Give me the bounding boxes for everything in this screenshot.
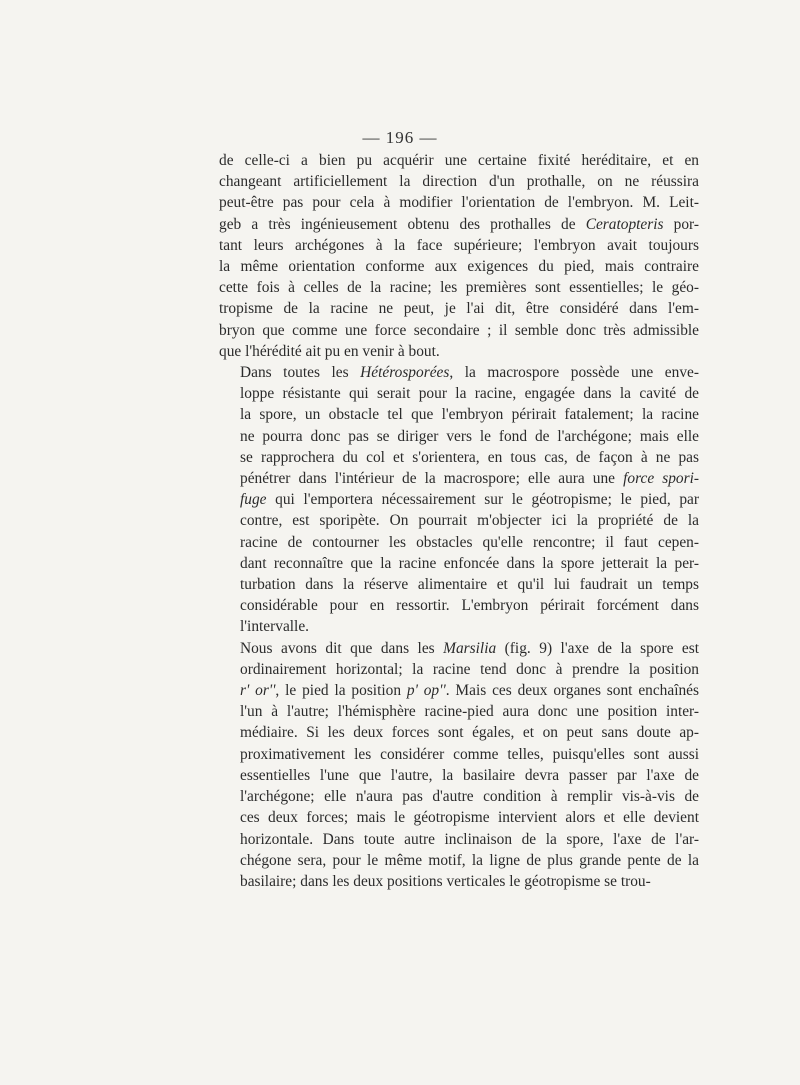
text-line: la même orientation conforme aux exigences du pied, mais contraire xyxy=(219,258,699,276)
text-line: contre, est sporipète. On pourrait m'objecter ici la propriété de la xyxy=(240,512,699,530)
text-line: loppe résistante qui serait pour la racine, engagée dans la cavité de xyxy=(240,385,699,403)
text-line: cette fois à celles de la racine; les premières sont essentielles; le géo- xyxy=(219,279,699,297)
text-line: se rapprochera du col et s'orientera, en tous cas, de façon à ne pas xyxy=(240,448,699,466)
text-line: proximativement les considérer comme telles, puisqu'elles sont aussi xyxy=(240,745,699,763)
text-line: l'un à l'autre; l'hémisphère racine-pied aura donc une position inter- xyxy=(240,703,699,721)
text-line: de celle-ci a bien pu acquérir une certaine fixité heréditaire, et en xyxy=(219,152,699,169)
paragraph-1 xyxy=(219,150,699,362)
text-line: médiaire. Si les deux forces sont égales, et on peut sans doute ap- xyxy=(240,724,699,742)
text-line: la spore, un obstacle tel que l'embryon périrait fatalement; la racine xyxy=(240,406,699,424)
text-line: l'archégone; elle n'aura pas d'autre condition à remplir vis-à-vis de xyxy=(240,788,699,806)
text-line: pénétrer dans l'intérieur de la macrospore; elle aura une force spori- xyxy=(240,470,699,488)
text-line: ordinairement horizontal; la racine tend donc à prendre la position xyxy=(240,660,699,678)
text-line: basilaire; dans les deux positions verticales le géotropisme se trou- xyxy=(240,872,651,890)
text-line: Nous avons dit que dans les Marsilia (fig. 9) l'axe de la spore est xyxy=(240,639,700,657)
text-line: chégone sera, pour le même motif, la ligne de plus grande pente de la xyxy=(240,851,699,869)
paragraph-2 xyxy=(219,362,699,638)
paragraph-3 xyxy=(219,638,699,892)
text-line: que l'hérédité ait pu en venir à bout. xyxy=(219,342,440,360)
text-line: turbation dans la réserve alimentaire et qu'il lui faudrait un temps xyxy=(240,576,699,594)
body-text xyxy=(219,150,699,892)
text-line: peut-être pas pour cela à modifier l'orientation de l'embryon. M. Leit- xyxy=(219,194,699,212)
text-line: geb a très ingénieusement obtenu des prothalles de Ceratopteris por- xyxy=(219,215,699,233)
text-line: essentielles l'une que l'autre, la basilaire devra passer par l'axe de xyxy=(240,766,699,784)
text-line: changeant artificiellement la direction d'un prothalle, on ne réussira xyxy=(219,173,699,191)
text-line: Dans toutes les Hétérosporées, la macrospore possède une enve- xyxy=(240,364,699,382)
text-line: tant leurs archégones à la face supérieure; l'embryon avait toujours xyxy=(219,236,699,254)
text-line: dant reconnaître que la racine enfoncée dans la spore jetterait la per- xyxy=(240,554,699,572)
page-number: — 196 — xyxy=(362,128,438,147)
text-line: ces deux forces; mais le géotropisme intervient alors et elle devient xyxy=(240,809,699,827)
text-line: tropisme de la racine ne peut, je l'ai dit, être considéré dans l'em- xyxy=(219,300,699,318)
text-line: ne pourra donc pas se diriger vers le fond de l'archégone; mais elle xyxy=(240,427,699,445)
text-line: bryon que comme une force secondaire ; il semble donc très admissible xyxy=(219,321,699,339)
text-line: fuge qui l'emportera nécessairement sur le géotropisme; le pied, par xyxy=(240,491,699,509)
text-line: l'intervalle. xyxy=(240,618,310,636)
text-line: considérable pour en ressortir. L'embryon périrait forcément dans xyxy=(240,597,699,615)
text-line: r' or'', le pied la position p' op''. Mais ces deux organes sont enchaînés xyxy=(240,682,699,700)
text-line: racine de contourner les obstacles qu'elle rencontre; il faut cepen- xyxy=(240,533,699,551)
text-line: horizontale. Dans toute autre inclinaison de la spore, l'axe de l'ar- xyxy=(240,830,699,848)
